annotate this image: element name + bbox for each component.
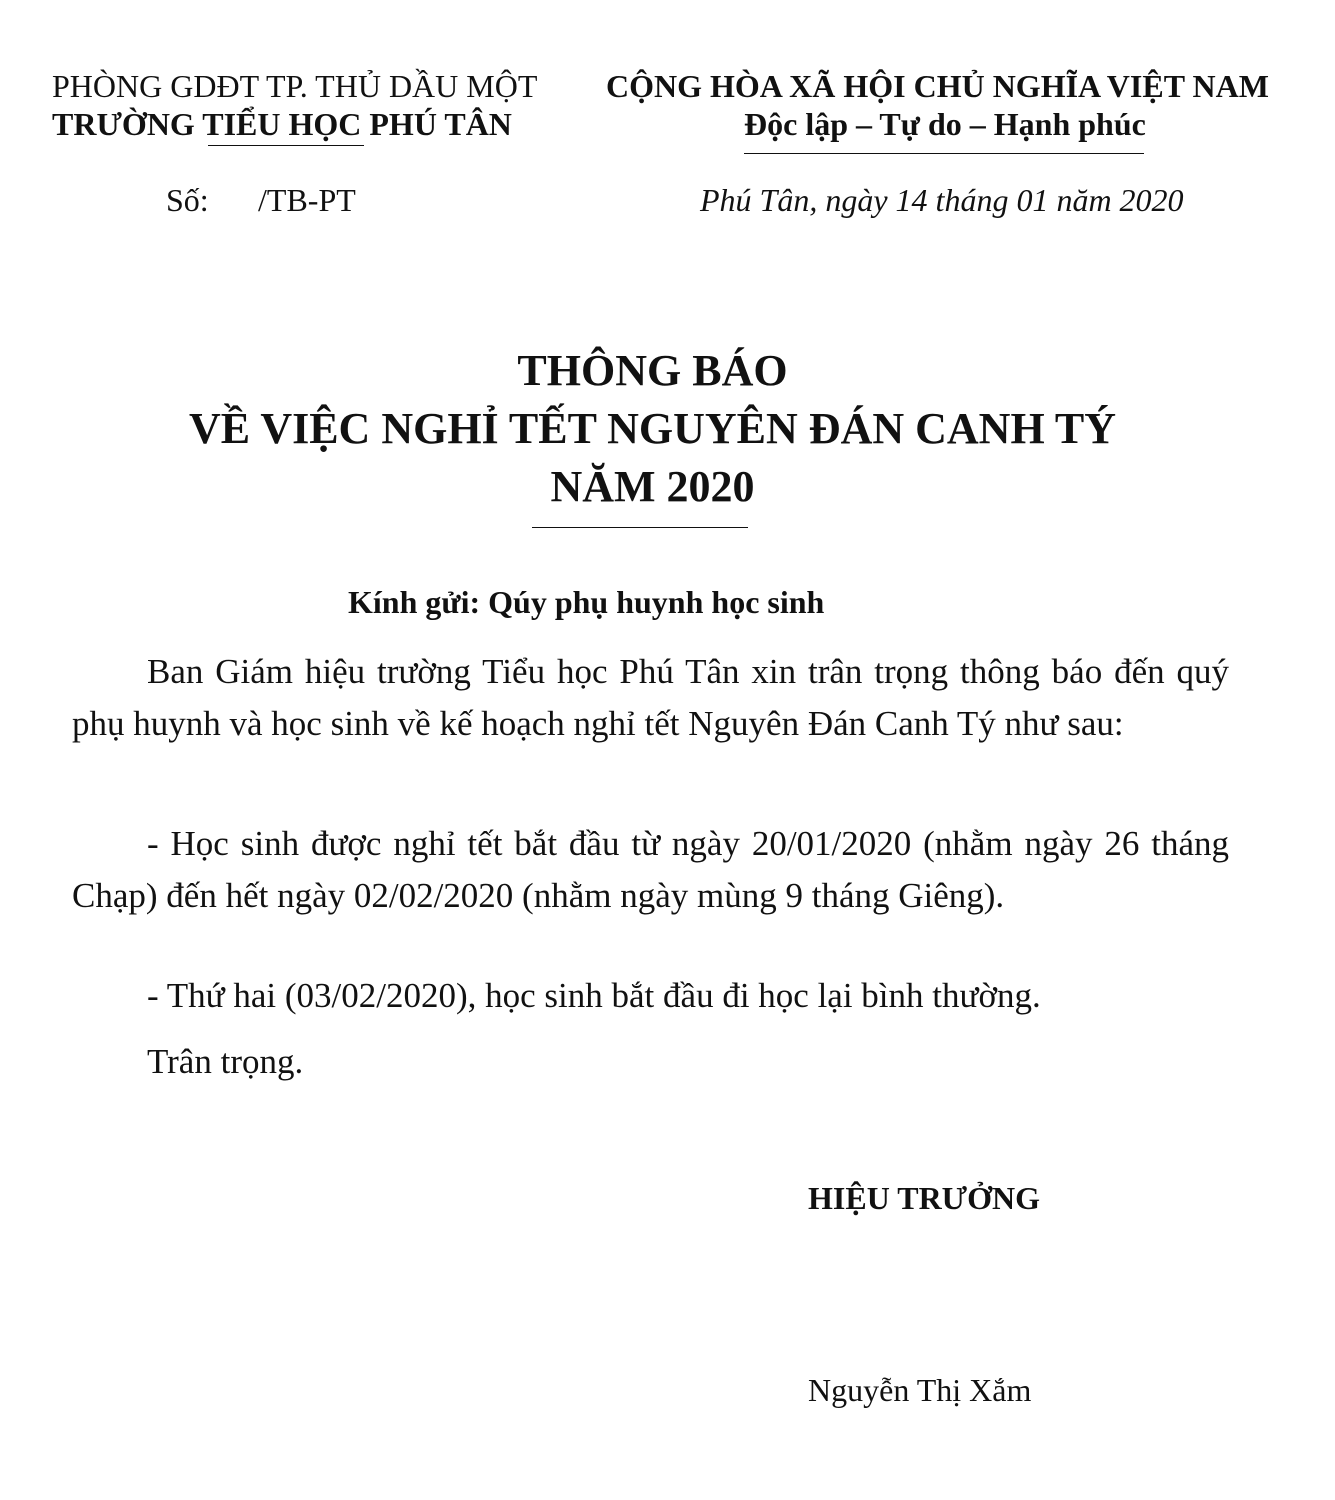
- title-line-2: VỀ VIỆC NGHỈ TẾT NGUYÊN ĐÁN CANH TÝ: [188, 404, 1117, 453]
- recipient-line: Kính gửi: Qúy phụ huynh học sinh: [348, 584, 825, 620]
- document-number-code: /TB-PT: [258, 182, 356, 218]
- body-item-return-date: - Thứ hai (03/02/2020), học sinh bắt đầu đi học lại bình thường.: [147, 976, 1041, 1015]
- title-underline: [532, 527, 748, 528]
- school-underline: [208, 145, 364, 146]
- place-and-date: Phú Tân, ngày 14 tháng 01 năm 2020: [700, 182, 1184, 218]
- signer-title: HIỆU TRƯỞNG: [808, 1180, 1041, 1216]
- title-line-3: NĂM 2020: [550, 462, 755, 511]
- document-title: [0, 342, 1305, 516]
- body-paragraph-intro: Ban Giám hiệu trường Tiểu học Phú Tân xin trân trọng thông báo đến quý phụ huynh và học sinh về kế hoạch nghỉ tết Nguyên Đán Canh Tý như sau:: [72, 652, 1229, 743]
- school-name: TRƯỜNG TIỂU HỌC PHÚ TÂN: [52, 106, 512, 142]
- nation-name: CỘNG HÒA XÃ HỘI CHỦ NGHĨA VIỆT NAM: [606, 68, 1269, 104]
- national-motto: Độc lập – Tự do – Hạnh phúc: [744, 106, 1146, 142]
- signer-name: Nguyễn Thị Xắm: [808, 1372, 1032, 1408]
- motto-underline: [744, 153, 1144, 154]
- closing-line: Trân trọng.: [147, 1042, 304, 1081]
- body-item-holiday-period: - Học sinh được nghỉ tết bắt đầu từ ngày 20/01/2020 (nhằm ngày 26 tháng Chạp) đến hết ngày 02/02/2020 (nhằm ngày mùng 9 tháng Giêng).: [72, 824, 1229, 915]
- title-line-1: THÔNG BÁO: [517, 346, 788, 395]
- document-number-label: Số:: [166, 182, 209, 218]
- department-name: PHÒNG GDĐT TP. THỦ DẦU MỘT: [52, 68, 538, 104]
